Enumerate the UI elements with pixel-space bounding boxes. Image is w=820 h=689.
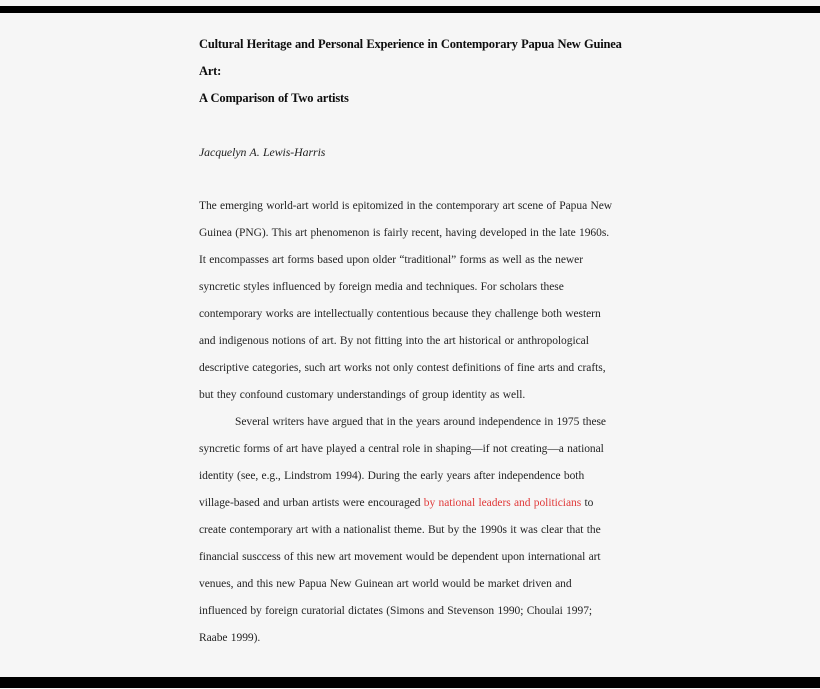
paragraph2-line-2: syncretic forms of art have played a central role in shaping—if not creating—a national	[199, 443, 604, 455]
paragraph2-line-6: financial susccess of this new art movement would be dependent upon international art	[199, 551, 601, 563]
paragraph2-line-4-suffix: to	[581, 497, 594, 509]
paragraph1-line-7: descriptive categories, such art works not only contest definitions of fine arts and crafts,	[199, 362, 606, 374]
paragraph1-line-1: The emerging world-art world is epitomized in the contemporary art scene of Papua New	[199, 200, 613, 212]
paragraph2-line-4	[199, 490, 639, 517]
paragraph1-line-4: syncretic styles influenced by foreign media and techniques. For scholars these	[199, 281, 564, 293]
paper-title-line-2: Art:	[199, 64, 222, 78]
paragraph2-line-4-prefix: village-based and urban artists were encouraged	[199, 497, 424, 509]
author-name: Jacquelyn A. Lewis-Harris	[199, 145, 326, 159]
paragraph1-line-6: and indigenous notions of art. By not fitting into the art historical or anthropological	[199, 335, 589, 347]
paragraph2-line-7: venues, and this new Papua New Guinean art world would be market driven and	[199, 578, 572, 590]
paragraph2-line-8: influenced by foreign curatorial dictates (Simons and Stevenson 1990; Choulai 1997;	[199, 605, 593, 617]
paragraph1-line-2: Guinea (PNG). This art phenomenon is fairly recent, having developed in the late 1960s.	[199, 227, 610, 239]
highlighted-phrase: by national leaders and politicians	[423, 497, 582, 509]
paragraph2-line-5: create contemporary art with a nationalist theme. But by the 1990s it was clear that the	[199, 524, 601, 536]
paragraph2-line-3: identity (see, e.g., Lindstrom 1994). During the early years after independence both	[199, 470, 585, 482]
paragraph1-line-8: but they confound customary understandings of group identity as well.	[199, 389, 526, 401]
paragraph2-line-1: Several writers have argued that in the years around independence in 1975 these	[235, 416, 606, 428]
paragraph2-line-9: Raabe 1999).	[199, 632, 261, 644]
paragraph1-line-5: contemporary works are intellectually contentious because they challenge both western	[199, 308, 601, 320]
page-content	[199, 31, 639, 652]
paragraph1-line-3: It encompasses art forms based upon older “traditional” forms as well as the newer	[199, 254, 584, 266]
paper-subtitle: A Comparison of Two artists	[199, 91, 349, 105]
letterbox-bottom-bar	[0, 677, 820, 688]
paper-title-line-1: Cultural Heritage and Personal Experience in Contemporary Papua New Guinea	[199, 37, 622, 51]
letterbox-top-bar	[0, 6, 820, 13]
